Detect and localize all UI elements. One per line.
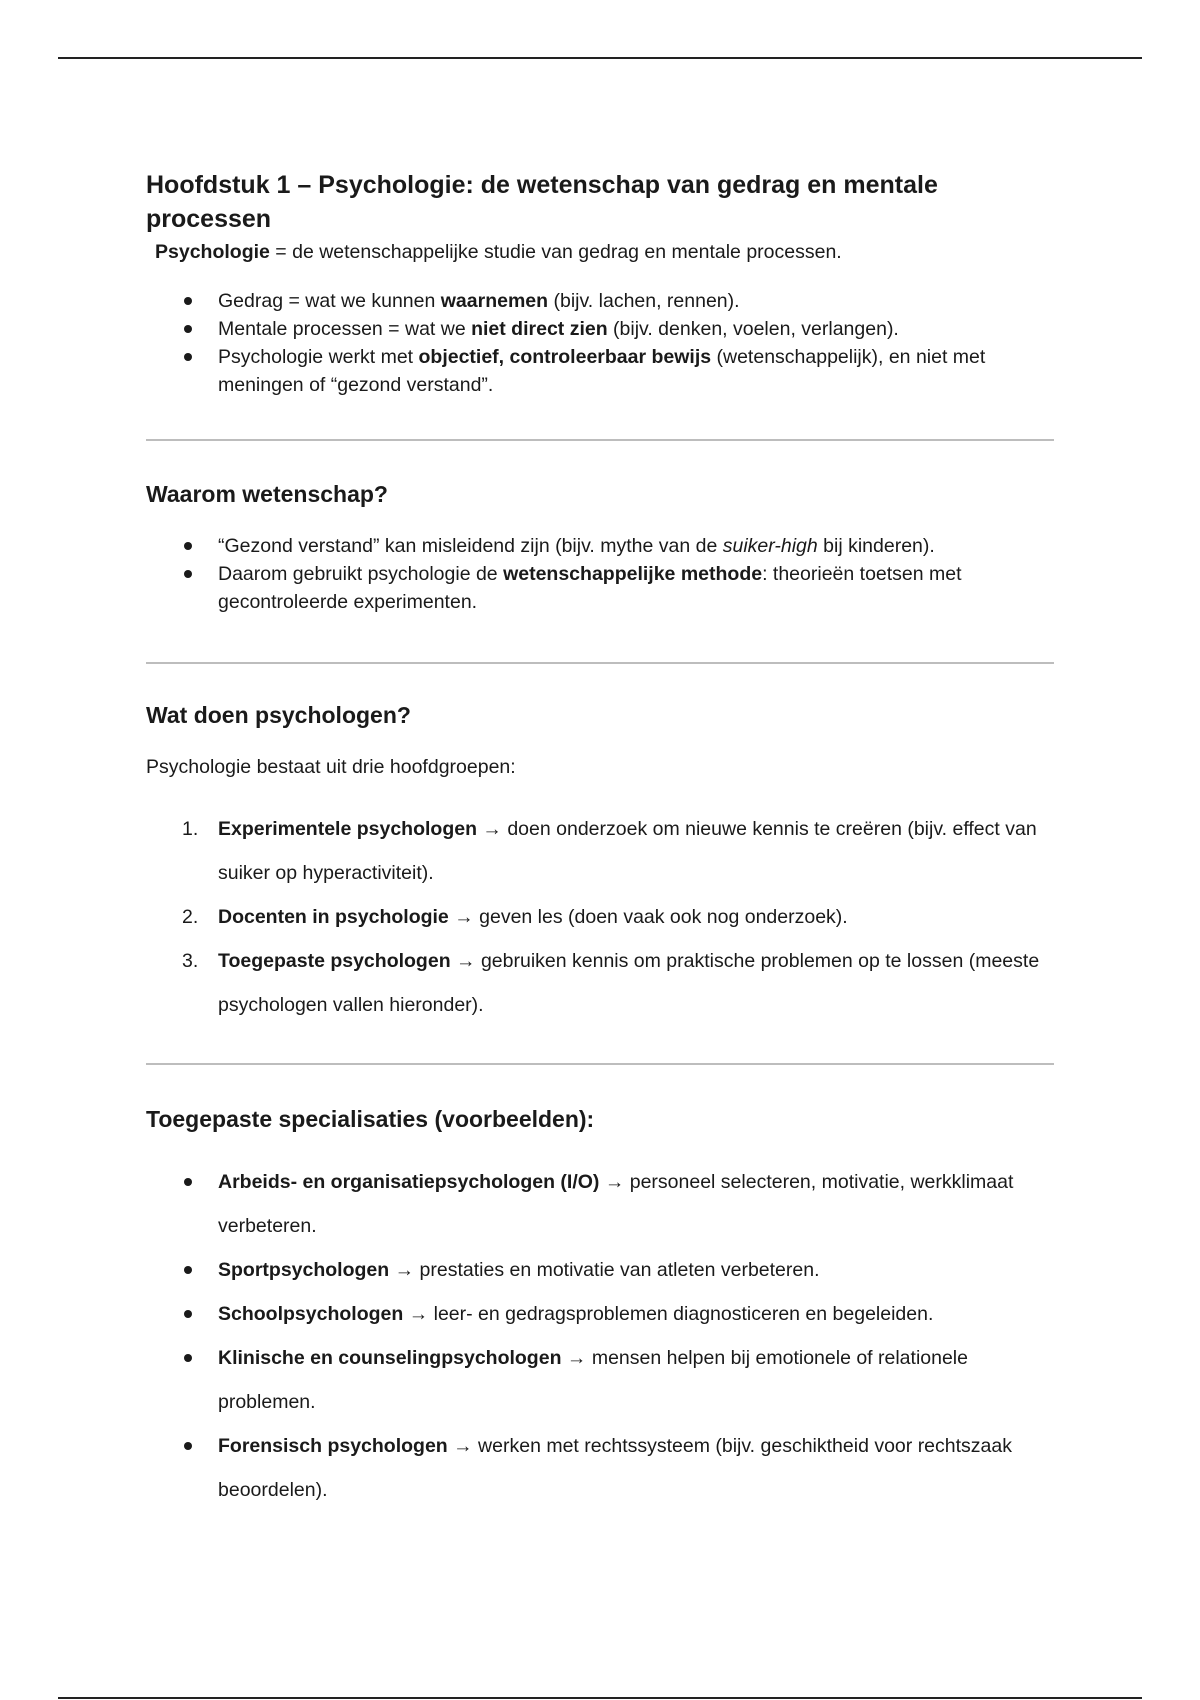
waarom-bullet-list	[146, 532, 1066, 616]
definition	[155, 238, 1066, 266]
section-divider	[146, 1063, 1054, 1065]
list-item: Forensisch psychologen → werken met rechtssysteem (bijv. geschiktheid voor rechtszaak beoordelen).	[146, 1424, 1066, 1512]
section-heading-spec: Toegepaste specialisaties (voorbeelden):	[146, 1106, 595, 1132]
page-title: Hoofdstuk 1 – Psychologie: de wetenschap van gedrag en mentale processen	[146, 171, 938, 233]
list-item: Psychologie werkt met objectief, controleerbaar bewijs (wetenschappelijk), en niet met meningen of “gezond verstand”.	[146, 343, 1066, 399]
section-divider	[146, 439, 1054, 441]
list-item: Arbeids- en organisatiepsychologen (I/O) → personeel selecteren, motivatie, werkklimaat verbeteren.	[146, 1160, 1066, 1248]
list-item: 3. Toegepaste psychologen → gebruiken kennis om praktische problemen op te lossen (meeste psychologen vallen hieronder).	[182, 950, 1040, 1016]
intro-bullet-list	[146, 287, 1066, 399]
list-item: Daarom gebruikt psychologie de wetenschappelijke methode: theorieën toetsen met gecontroleerde experimenten.	[146, 560, 1066, 616]
list-item: 1. Experimentele psychologen → doen onderzoek om nieuwe kennis te creëren (bijv. effect van suiker op hyperactiviteit).	[182, 818, 1037, 884]
section-divider	[146, 662, 1054, 664]
list-item: Gedrag = wat we kunnen waarnemen (bijv. lachen, rennen).	[146, 287, 1066, 315]
definition-text: = de wetenschappelijke studie van gedrag en mentale processen.	[269, 241, 842, 263]
list-item: Sportpsychologen → prestaties en motivatie van atleten verbeteren.	[146, 1248, 1066, 1292]
document-body	[146, 168, 1066, 1512]
page-bottom-rule	[58, 1697, 1142, 1699]
section-heading-wat: Wat doen psychologen?	[146, 702, 411, 728]
section-intro: Psychologie bestaat uit drie hoofdgroepen:	[146, 756, 516, 778]
page-top-rule	[58, 57, 1142, 59]
specialisations-list	[146, 1160, 1066, 1512]
list-item: Schoolpsychologen → leer- en gedragsproblemen diagnosticeren en begeleiden.	[146, 1292, 1066, 1336]
groups-numbered-list	[146, 807, 1066, 1027]
list-item: 2. Docenten in psychologie → geven les (doen vaak ook nog onderzoek).	[182, 906, 848, 928]
definition-term: Psychologie	[155, 241, 270, 263]
list-item: Klinische en counselingpsychologen → mensen helpen bij emotionele of relationele problemen.	[146, 1336, 1066, 1424]
list-item: Mentale processen = wat we niet direct zien (bijv. denken, voelen, verlangen).	[146, 315, 1066, 343]
section-heading-waarom: Waarom wetenschap?	[146, 481, 388, 507]
list-item: “Gezond verstand” kan misleidend zijn (bijv. mythe van de suiker-high bij kinderen).	[146, 532, 1066, 560]
